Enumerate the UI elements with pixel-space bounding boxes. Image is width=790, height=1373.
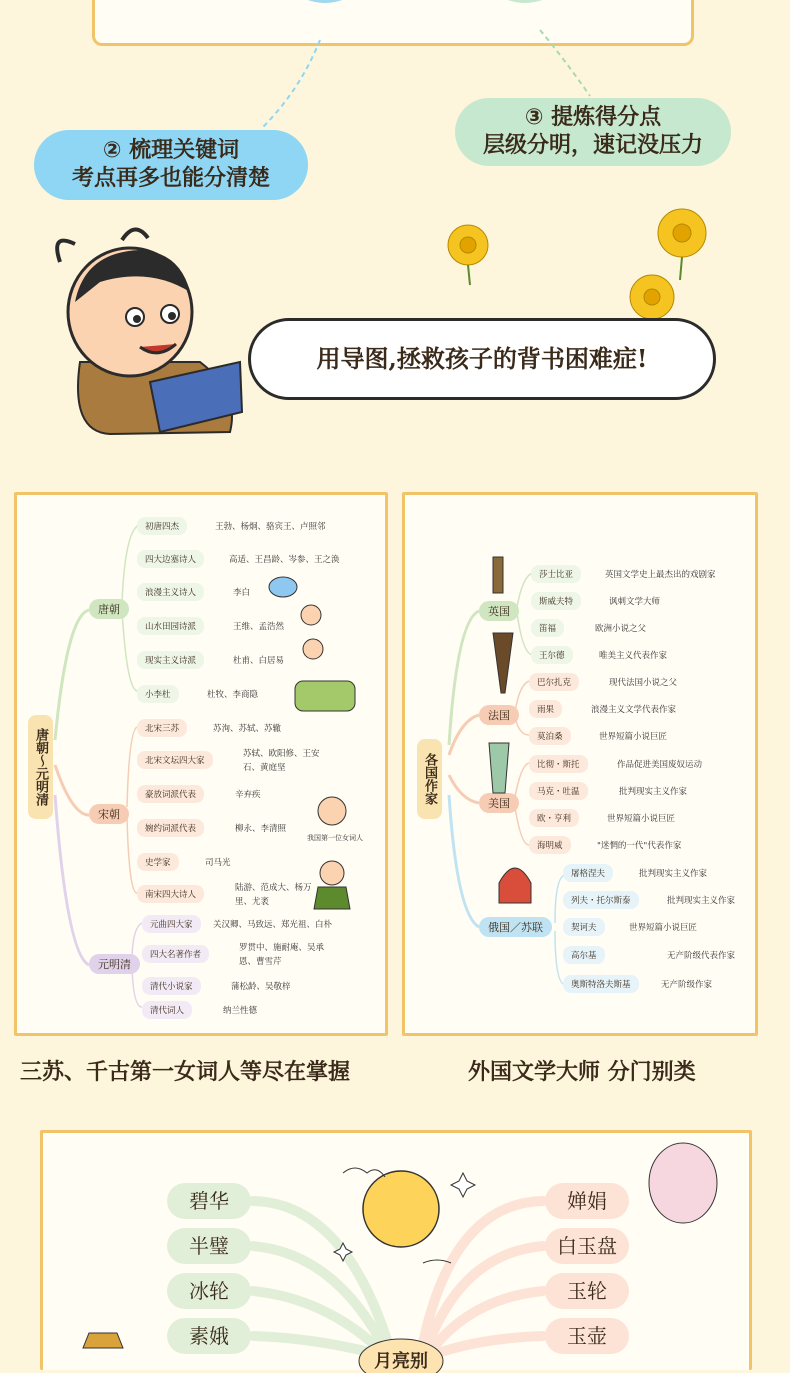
item-label: 浪漫主义诗人 [137,583,204,601]
moon-map-center: 月亮别 [374,1351,428,1372]
item-label: 斯威夫特 [531,592,581,610]
left-caption: 三苏、千古第一女词人等尽在掌握 [20,1060,351,1085]
item-label: 史学家 [137,853,179,871]
item-desc: 高适、王昌龄、岑参、王之涣 [229,555,340,565]
chrysanthemum-illustration [430,205,730,335]
item-desc: 苏轼、欧阳修、王安石、黄庭坚 [243,749,320,773]
item-desc: 世界短篇小说巨匠 [607,814,676,824]
item-desc: 批判现实主义作家 [667,896,736,906]
item-desc: 柳永、李清照 [235,824,287,834]
keyword-bubble-line1: ② 梳理关键词 [102,138,240,163]
item-label: 契诃夫 [563,918,605,936]
item-desc: 批判现实主义作家 [639,869,708,879]
item-label: 清代词人 [142,1001,192,1019]
moon-name-left: 半璧 [167,1228,251,1264]
item-label: 马克・吐温 [529,782,588,800]
item-label: 莎士比亚 [531,565,581,583]
moon-names-map [40,1130,752,1370]
item-label: 四大边塞诗人 [137,550,204,568]
moon-name-right: 玉壶 [545,1318,629,1354]
moon-name-right: 婵娟 [545,1183,629,1219]
item-desc: 世界短篇小说巨匠 [599,732,668,742]
moon-map-branches [43,1133,751,1373]
item-label: 北宋文坛四大家 [137,751,213,769]
item-label: 莫泊桑 [529,727,571,745]
item-label: 清代小说家 [142,977,201,995]
item-desc: 陆游、范成大、杨万里、尤袤 [235,883,312,907]
item-desc: 蒲松龄、吴敬梓 [231,982,291,992]
item-desc: 欧洲小说之父 [595,624,647,634]
item-label: 小李杜 [137,685,179,703]
point-bubble-line2: 层级分明，速记没压力 [482,133,703,158]
item-label: 山水田园诗派 [137,617,204,635]
item-label: 奥斯特洛夫斯基 [563,975,639,993]
item-label: 四大名著作者 [142,945,209,963]
moon-name-left: 碧华 [167,1183,251,1219]
item-desc: 李白 [233,588,251,598]
boy-reading-illustration [30,222,260,437]
item-desc: 作品促进美国废奴运动 [617,760,703,770]
item-label: 高尔基 [563,946,605,964]
item-label: 豪放词派代表 [137,785,204,803]
item-desc: 罗贯中、施耐庵、吴承恩、曹雪芹 [239,943,325,967]
point-bubble [455,98,731,166]
female-poet-note: 我国第一位女词人 [307,834,363,842]
left-map-root: 唐朝～元明清 [28,715,53,819]
item-label: 屠格涅夫 [563,864,613,882]
cat-uk: 英国 [479,601,519,621]
item-desc: 批判现实主义作家 [619,787,688,797]
item-desc: 王勃、杨炯、骆宾王、卢照邻 [215,522,326,532]
item-desc: 唯美主义代表作家 [599,651,668,661]
item-label: 现实主义诗派 [137,651,204,669]
keyword-bubble-line2: 考点再多也能分清楚 [71,166,270,191]
item-desc: 王维、孟浩然 [233,622,285,632]
right-caption: 外国文学大师 分门别类 [468,1060,696,1085]
item-label: 初唐四杰 [137,517,187,535]
item-desc: "迷惘的一代"代表作家 [597,841,682,851]
song-figures-illustration [302,791,372,941]
item-desc: 英国文学史上最杰出的戏剧家 [605,570,716,580]
item-label: 海明威 [529,836,571,854]
item-label: 南宋四大诗人 [137,885,204,903]
keyword-bubble [34,130,308,200]
item-label: 笛福 [531,619,564,637]
item-label: 雨果 [529,700,562,718]
item-desc: 关汉卿、马致远、郑光祖、白朴 [213,920,333,930]
item-label: 婉约词派代表 [137,819,204,837]
poet-figures-illustration [253,573,363,723]
item-label: 元曲四大家 [142,915,201,933]
item-desc: 现代法国小说之父 [609,678,678,688]
item-desc: 杜牧、李商隐 [207,690,259,700]
item-label: 欧・亨利 [529,809,579,827]
moon-name-left: 素娥 [167,1318,251,1354]
item-desc: 无产阶级作家 [661,980,713,990]
cat-song: 宋朝 [89,804,129,824]
item-desc: 无产阶级代表作家 [667,951,736,961]
item-label: 北宋三苏 [137,719,187,737]
right-map-root: 各国作家 [417,739,442,819]
item-label: 列夫・托尔斯泰 [563,891,639,909]
cat-russia: 俄国／苏联 [479,917,552,937]
item-label: 巴尔扎克 [529,673,579,691]
landmarks-illustration [479,553,559,923]
point-bubble-line1: ③ 提炼得分点 [524,105,662,130]
item-desc: 世界短篇小说巨匠 [629,923,698,933]
speech-bubble: 用导图,拯救孩子的背书困难症! [248,318,716,400]
item-desc: 讽刺文学大师 [609,597,661,607]
moon-name-right: 玉轮 [545,1273,629,1309]
item-desc: 浪漫主义文学代表作家 [591,705,677,715]
item-desc: 纳兰性德 [223,1006,258,1016]
item-desc: 杜甫、白居易 [233,656,285,666]
item-label: 比彻・斯托 [529,755,588,773]
item-desc: 苏洵、苏轼、苏辙 [213,724,282,734]
cat-yuanmingqing: 元明清 [89,954,140,974]
cat-usa: 美国 [479,793,519,813]
chinese-poets-map [14,492,388,1036]
moon-name-left: 冰轮 [167,1273,251,1309]
item-desc: 辛弃疾 [235,790,261,800]
item-label: 王尔德 [531,646,573,664]
cat-france: 法国 [479,705,519,725]
item-desc: 司马光 [205,858,231,868]
cat-tang: 唐朝 [89,599,129,619]
foreign-writers-map [402,492,758,1036]
moon-name-right: 白玉盘 [545,1228,629,1264]
